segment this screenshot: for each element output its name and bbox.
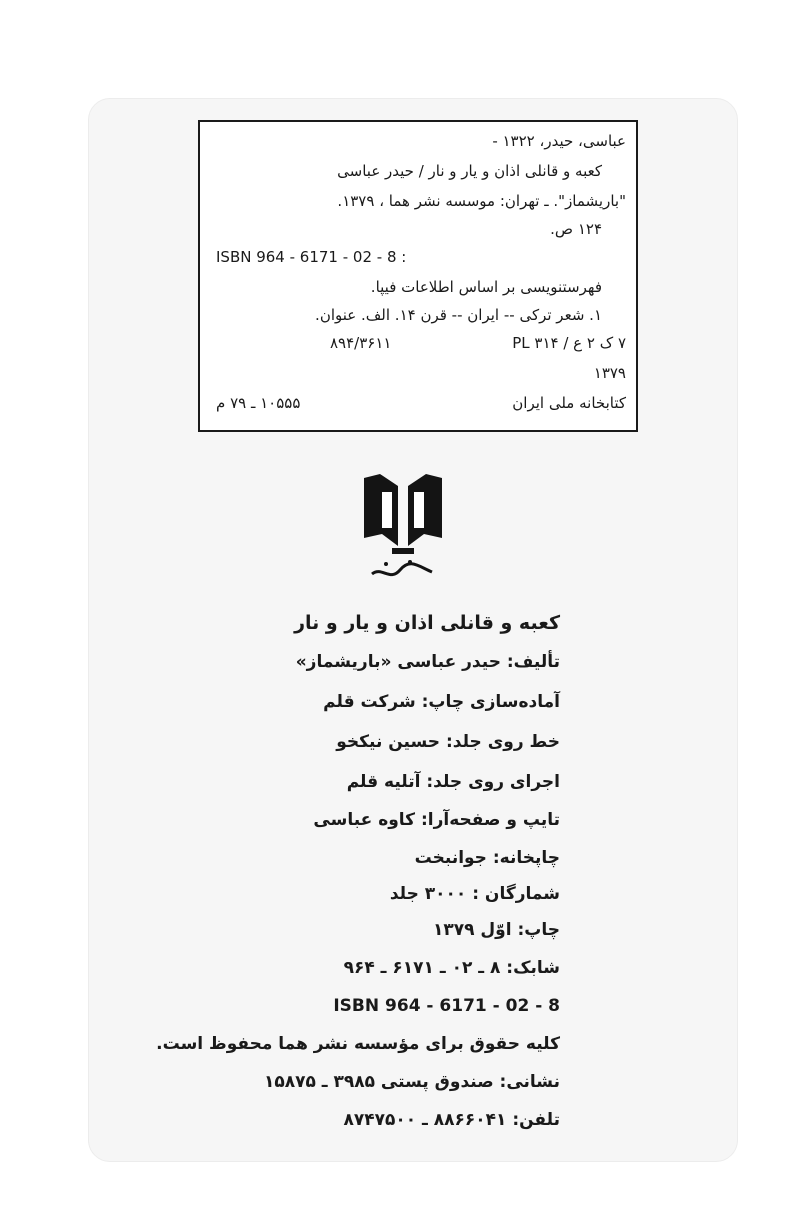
cip-lc-class: ۷ ک ۲ ع / ۳۱۴ PL — [512, 334, 626, 352]
cip-author-line: عباسی، حیدر، ۱۳۲۲ - — [492, 132, 626, 150]
book-title: کعبه و قانلی اذان و یار و نار — [294, 612, 560, 634]
cover-calligraphy-credit: خط روی جلد: حسین نیکخو — [336, 732, 560, 752]
postal-address: نشانی: صندوق پستی ۳۹۸۵ ـ ۱۵۸۷۵ — [263, 1072, 560, 1092]
circulation: شمارگان : ۳۰۰۰ جلد — [389, 884, 560, 904]
cip-library: کتابخانه ملی ایران — [512, 394, 626, 412]
print-preparation-credit: آماده‌سازی چاپ: شرکت قلم — [323, 692, 560, 712]
typesetting-credit: تایپ و صفحه‌آرا: کاوه عباسی — [313, 810, 560, 830]
copyright-notice: کلیه حقوق برای مؤسسه نشر هما محفوظ است. — [156, 1034, 560, 1054]
cip-catalog-box — [198, 120, 638, 432]
cip-dewey: ۸۹۴/۳۶۱۱ — [330, 334, 392, 352]
cip-title-line: کعبه و قانلی اذان و یار و نار / حیدر عباسی — [337, 162, 602, 180]
cip-record-number: ۱۰۵۵۵ ـ ۷۹ م — [216, 394, 301, 412]
shabak-number: شابک: ۸ ـ ۰۲ ـ ۶۱۷۱ ـ ۹۶۴ — [343, 958, 560, 978]
isbn-number: ISBN 964 - 6171 - 02 - 8 — [333, 996, 560, 1016]
cip-year: ۱۳۷۹ — [593, 364, 626, 382]
publisher-logo — [362, 470, 444, 590]
cip-pages: ۱۲۴ ص. — [550, 220, 602, 238]
cip-subjects: ۱. شعر ترکی -- ایران -- قرن ۱۴. الف. عنوان. — [315, 306, 602, 324]
author-credit: تألیف: حیدر عباسی «باریشماز» — [295, 652, 560, 672]
printer-credit: چاپخانه: جوانبخت — [414, 848, 560, 868]
cip-isbn: ISBN 964 - 6171 - 02 - 8 : — [216, 248, 407, 266]
cip-cataloguing-note: فهرستنویسی بر اساس اطلاعات فیپا. — [370, 278, 602, 296]
cover-design-credit: اجرای روی جلد: آتلیه قلم — [346, 772, 560, 792]
book-emblem-icon — [362, 470, 444, 590]
edition: چاپ: اوّل ۱۳۷۹ — [432, 920, 560, 940]
cip-publication-line: "باریشماز". ـ تهران: موسسه نشر هما ، ۱۳۷۹. — [337, 192, 626, 210]
phone-numbers: تلفن: ۸۸۶۶۰۴۱ ـ ۸۷۴۷۵۰۰ — [343, 1110, 560, 1130]
